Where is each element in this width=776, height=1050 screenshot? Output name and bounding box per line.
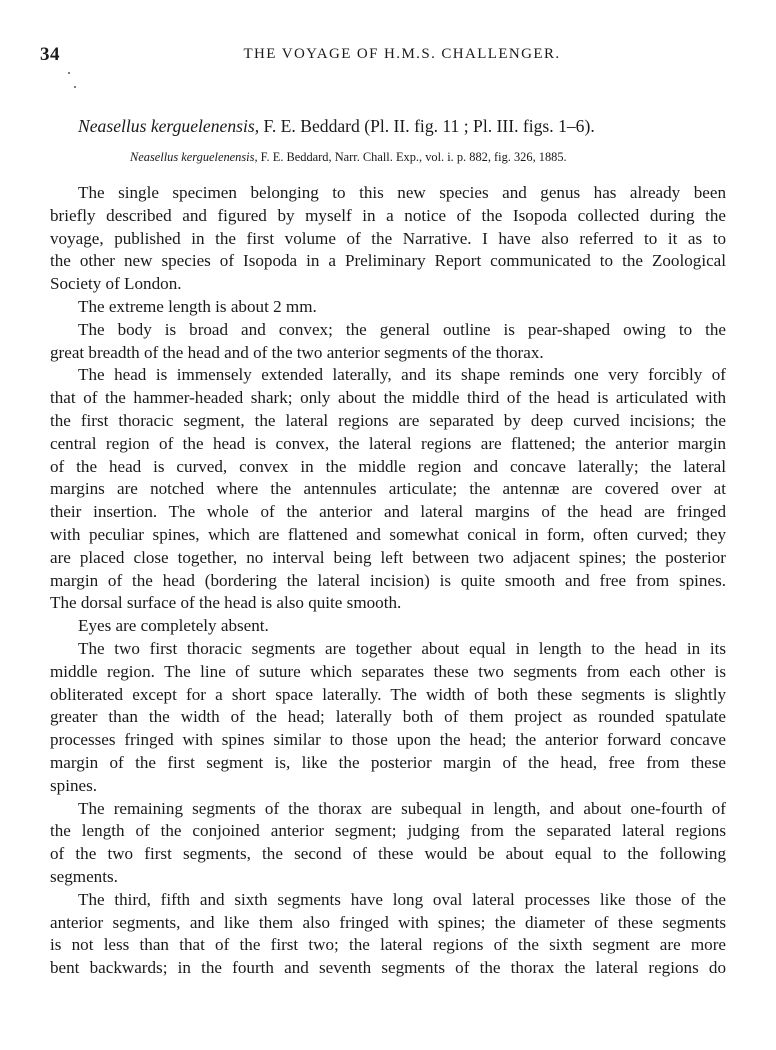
species-heading-taxon: Neasellus kerguelenensis, — [78, 116, 260, 136]
paragraph — [50, 364, 726, 615]
text-line: with peculiar spines, which are flattened and somewhat conical in form, often curved; they — [50, 524, 726, 544]
species-heading — [78, 116, 595, 137]
text-line: that of the hammer-headed shark; only about the middle third of the head is articulated with — [50, 388, 726, 408]
print-speck — [68, 72, 70, 74]
text-line: their insertion. The whole of the anterior and lateral margins of the head are fringed — [50, 502, 726, 522]
paragraph — [50, 638, 726, 798]
text-line: The single specimen belonging to this new species and genus has already been — [78, 183, 726, 202]
text-line: voyage, published in the first volume of the Narrative. I have also referred to it as to — [50, 228, 726, 248]
paragraph — [50, 798, 726, 889]
print-speck — [74, 86, 76, 88]
text-line: the first thoracic segment, the lateral regions are separated by deep curved incisions; the — [50, 410, 726, 430]
page-number: 34 — [40, 44, 60, 65]
text-line: The head is immensely extended laterally, and its shape reminds one very forcibly of — [78, 365, 726, 385]
text-line: bent backwards; in the fourth and seventh segments of the thorax the lateral regions do — [50, 958, 726, 978]
paragraph — [50, 615, 726, 638]
text-line: The third, fifth and sixth segments have long oval lateral processes like those of the — [78, 889, 726, 909]
text-line: processes fringed with spines similar to those upon the head; the anterior forward concave — [50, 730, 726, 750]
text-line: obliterated except for a short space laterally. The width of both these segments is slightly — [50, 684, 726, 704]
page-header — [40, 44, 736, 68]
paragraph — [50, 889, 726, 980]
text-line: of the head is curved, convex in the middle region and concave laterally; the lateral — [50, 456, 726, 476]
paragraph — [50, 319, 726, 365]
text-line: greater than the width of the head; laterally both of them project as rounded spatulate — [50, 707, 726, 727]
text-line: the other new species of Isopoda in a Preliminary Report communicated to the Zoological — [50, 251, 726, 271]
text-line: The body is broad and convex; the general outline is pear-shaped owing to the — [78, 319, 726, 339]
running-title: THE VOYAGE OF H.M.S. CHALLENGER. — [243, 46, 561, 62]
text-line: The extreme length is about 2 mm. — [78, 296, 317, 316]
synonymy-citation — [130, 150, 567, 165]
text-line: central region of the head is convex, the lateral regions are flattened; the anterior margin — [50, 433, 726, 453]
body-text — [50, 182, 726, 980]
text-line: segments. — [50, 866, 118, 886]
text-line: spines. — [50, 775, 98, 795]
text-line: Eyes are completely absent. — [78, 616, 269, 636]
citation-reference: F. E. Beddard, Narr. Chall. Exp., vol. i. p. 882, fig. 326, 1885. — [257, 150, 567, 164]
text-line: middle region. The line of suture which separates these two segments from each other is — [50, 661, 726, 681]
species-heading-reference: F. E. Beddard (Pl. II. fig. 11 ; Pl. III. figs. 1–6). — [259, 116, 595, 136]
text-line: The dorsal surface of the head is also quite smooth. — [50, 593, 402, 613]
text-line: of the two first segments, the second of these would be about equal to the following — [50, 844, 726, 864]
text-line: Society of London. — [50, 274, 182, 294]
text-line: The two first thoracic segments are together about equal in length to the head in its — [78, 638, 726, 658]
text-line: margin of the head (bordering the lateral incision) is quite smooth and free from spines. — [50, 570, 726, 590]
text-line: is not less than that of the first two; the lateral regions of the sixth segment are more — [50, 935, 726, 955]
text-line: anterior segments, and like them also fringed with spines; the diameter of these segments — [50, 912, 726, 932]
text-line: the length of the conjoined anterior segment; judging from the separated lateral regions — [50, 821, 726, 841]
citation-taxon: Neasellus kerguelenensis, — [130, 150, 258, 164]
text-line: great breadth of the head and of the two anterior segments of the thorax. — [50, 342, 544, 362]
text-line: briefly described and figured by myself in a notice of the Isopoda collected during the — [50, 205, 726, 225]
text-line: margins are notched where the antennules articulate; the antennæ are covered over at — [50, 479, 726, 499]
paragraph — [50, 296, 726, 319]
paragraph — [50, 182, 726, 296]
text-line: margin of the first segment is, like the posterior margin of the head, free from these — [50, 752, 726, 772]
text-line: are placed close together, no interval being left between two adjacent spines; the posterior — [50, 547, 726, 567]
text-line: The remaining segments of the thorax are subequal in length, and about one-fourth of — [78, 798, 726, 818]
